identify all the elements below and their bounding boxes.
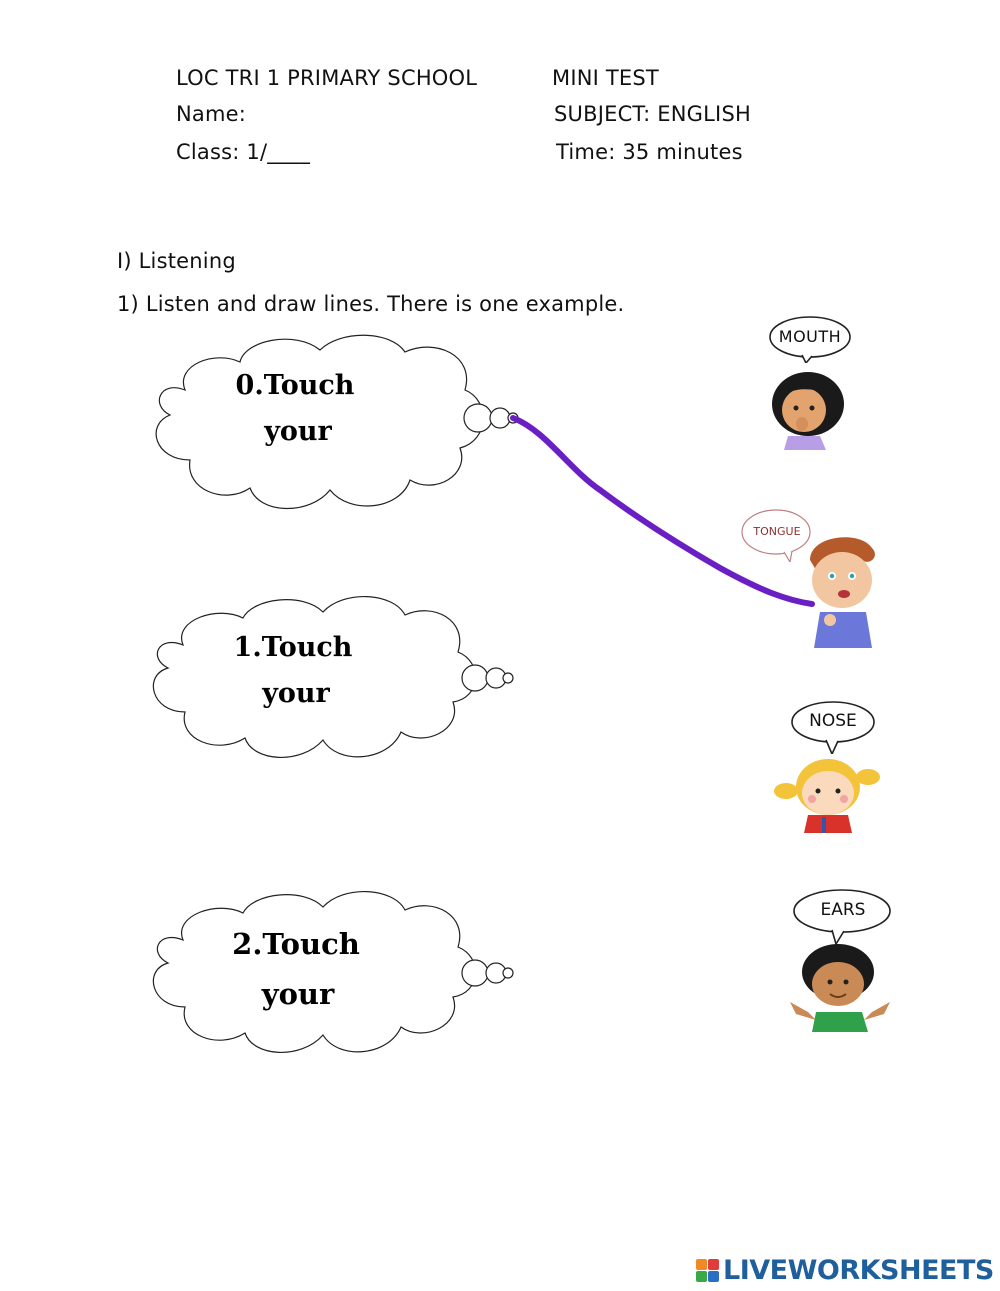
speech-bubble-ears [792, 888, 894, 946]
cloud-0-line2: your [264, 416, 332, 447]
bubble-mouth-text: MOUTH [778, 327, 842, 346]
name-label: Name: [176, 102, 247, 126]
bubble-ears-text: EARS [820, 900, 866, 920]
test-title: MINI TEST [552, 66, 659, 90]
cloud-shape [143, 885, 523, 1065]
thought-cloud-2[interactable] [143, 885, 523, 1065]
thought-cloud-1[interactable] [143, 590, 523, 770]
class-label: Class: 1/____ [176, 140, 311, 164]
subject-label: SUBJECT: ENGLISH [554, 102, 751, 126]
time-label: Time: 35 minutes [556, 140, 743, 164]
speech-bubble-mouth [768, 315, 852, 363]
logo-grid-icon [696, 1259, 719, 1282]
boy-touching-ears-image[interactable] [786, 942, 894, 1032]
liveworksheets-logo[interactable] [696, 1253, 994, 1287]
girl-touching-nose-image[interactable] [772, 755, 882, 833]
cloud-0-line1: 0.Touch [235, 370, 355, 401]
cloud-1-line1: 1.Touch [233, 632, 353, 663]
cloud-2-line2: your [261, 977, 335, 1011]
logo-text: LIVEWORKSHEETS [723, 1254, 994, 1286]
bubble-tongue-text: TONGUE [753, 525, 801, 538]
girl-touching-mouth-image[interactable] [768, 370, 852, 450]
section-title: I) Listening [117, 249, 236, 273]
boy-touching-tongue-image[interactable] [800, 530, 882, 652]
thought-cloud-0[interactable] [145, 330, 525, 520]
instruction: 1) Listen and draw lines. There is one example. [117, 292, 625, 316]
school-name: LOC TRI 1 PRIMARY SCHOOL [176, 66, 478, 90]
bubble-nose-text: NOSE [809, 711, 857, 731]
cloud-1-line2: your [262, 678, 330, 709]
cloud-2-line1: 2.Touch [232, 927, 360, 961]
speech-bubble-nose [790, 700, 876, 754]
